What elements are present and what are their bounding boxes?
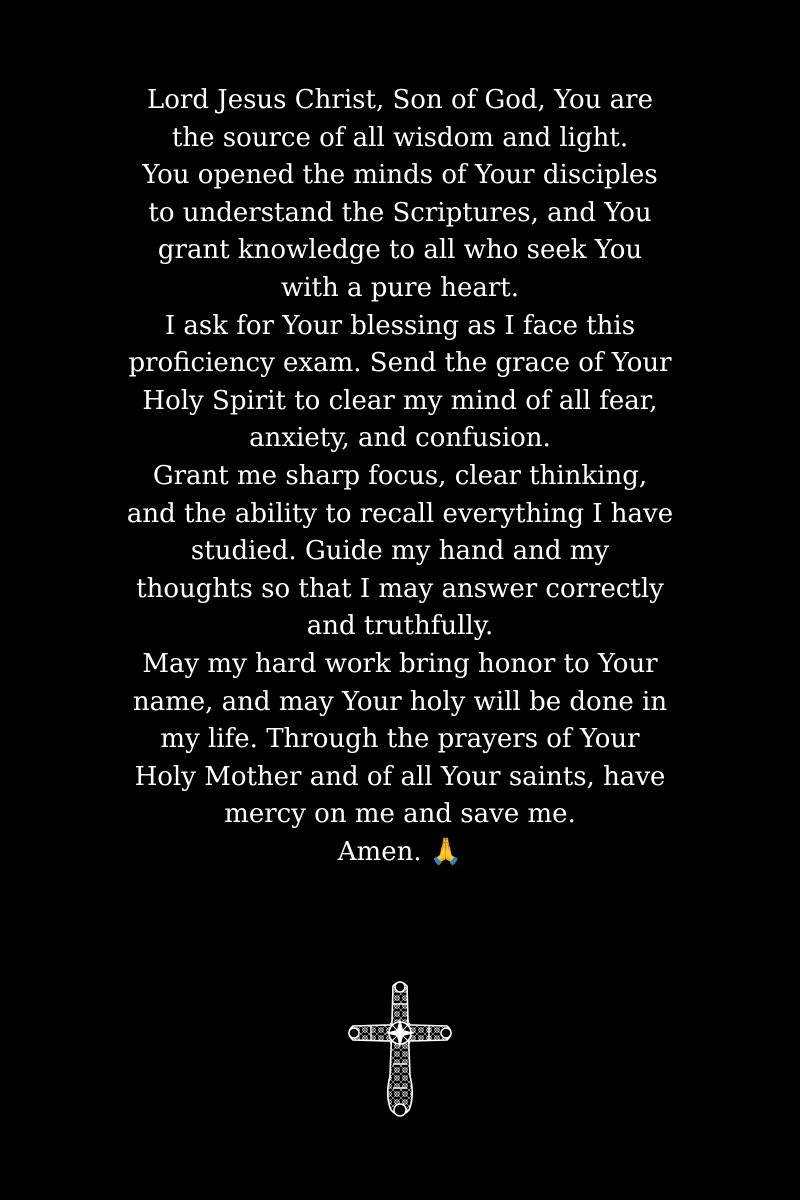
prayer-line: May my hard work bring honor to Your xyxy=(142,648,658,679)
prayer-line: Lord Jesus Christ, Son of God, You are xyxy=(147,85,653,115)
prayer-line: to understand the Scriptures, and You xyxy=(148,197,652,228)
prayer-line: grant knowledge to all who seek You xyxy=(157,235,643,266)
prayer-line: with a pure heart. xyxy=(280,272,520,303)
ornate-cross-icon xyxy=(345,978,455,1120)
prayer-line: studied. Guide my hand and my xyxy=(190,536,610,567)
prayer-line: Grant me sharp focus, clear thinking, xyxy=(152,460,648,491)
prayer-line: Holy Spirit to clear my mind of all fear, xyxy=(142,385,658,416)
prayer-line: name, and may Your holy will be done in xyxy=(132,686,668,717)
amen-text: Amen. xyxy=(337,836,422,867)
prayer-line: and the ability to recall everything I have xyxy=(126,498,674,529)
prayer-line: the source of all wisdom and light. xyxy=(171,122,629,153)
prayer-line: and truthfully. xyxy=(306,611,494,642)
prayer-line: thoughts so that I may answer correctly xyxy=(136,573,664,604)
prayer-line: mercy on me and save me. xyxy=(224,799,576,830)
prayer-text xyxy=(0,82,800,871)
prayer-line: anxiety, and confusion. xyxy=(249,423,551,454)
prayer-line: I ask for Your blessing as I face this xyxy=(164,310,636,341)
prayer-line: You opened the minds of Your disciples xyxy=(142,160,658,191)
prayer-line: my life. Through the prayers of Your xyxy=(160,724,640,755)
prayer-line: proficiency exam. Send the grace of Your xyxy=(128,348,672,379)
prayer-line: Holy Mother and of all Your saints, have xyxy=(134,761,666,792)
prayer-closing xyxy=(0,834,800,872)
praying-hands-icon: 🙏 xyxy=(429,836,463,867)
